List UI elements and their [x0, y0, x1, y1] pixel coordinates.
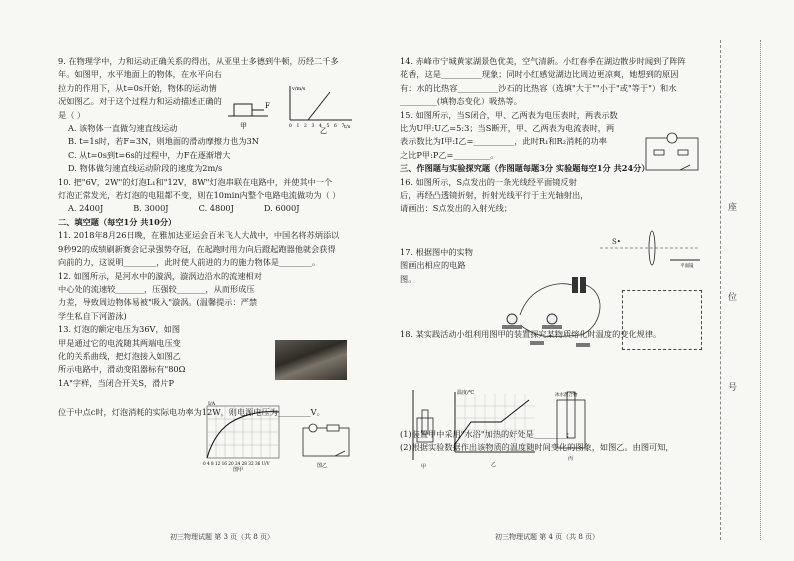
q10-option: C. 4800J	[198, 203, 234, 214]
switch-symbol	[680, 165, 690, 170]
q13-line: 所示电路中，滑动变阻器标有"80Ω	[58, 364, 186, 375]
q15-line: 比为U甲:U乙=5:3；当S断开，甲、乙两表为电流表时，两	[400, 123, 615, 134]
margin-char: 位	[728, 293, 738, 303]
q15-line: 表示数比为I甲:I乙=__________，此时R₁和R₂消耗的功率	[400, 136, 607, 147]
q13-line: 甲是通过它的电流随其两端电压变	[58, 337, 181, 348]
q9-line: 况如图乙。对于这个过程力和运动描述正确的	[58, 96, 222, 107]
q13-line: 1A"字样，当闭合开关S，滑片P	[58, 377, 175, 388]
fig-jia-label: 甲	[421, 464, 427, 470]
ice-water-beaker	[557, 400, 585, 448]
thermometer-tube	[567, 392, 575, 438]
answer-box[interactable]	[622, 290, 702, 350]
q13-circuit-yi	[295, 420, 357, 470]
vt-line	[290, 92, 330, 120]
margin-dashed-line	[720, 40, 721, 540]
resistor-r1	[654, 150, 664, 155]
vt-tick-label: 4	[319, 124, 322, 129]
battery-cell	[580, 277, 586, 293]
q12-line: 学生私自下河游泳)	[58, 310, 127, 321]
q17-line: 图。	[400, 273, 417, 284]
q9-line: 拉力的作用下，从t=0s开始，物体的运动情	[58, 82, 217, 93]
wire	[520, 284, 572, 315]
temp-grid	[455, 394, 535, 452]
q12-line: 力差，导致周边物体易被"吸入"漩涡。(温馨提示：严禁	[58, 297, 258, 308]
vt-ticks	[289, 123, 345, 129]
q16-line: 请画出：S点发出的入射光线；	[400, 203, 513, 214]
lamp-l1	[507, 314, 517, 324]
vt-xlabel: t/s	[344, 124, 351, 130]
q17-real-circuit	[490, 275, 610, 355]
rheostat-symbol	[327, 425, 339, 431]
vt-caption: 乙	[320, 127, 327, 134]
fig-bing-label: 丙	[568, 456, 574, 462]
q10-options	[58, 202, 358, 215]
melting-curve	[455, 400, 529, 444]
q14-line: 有：水的比热容__________沙石的比热容（选填"大于""小于"或"等于"）和水	[400, 82, 677, 93]
mirror-label: 平面镜	[680, 264, 694, 268]
q15-circuit	[640, 128, 704, 180]
q10-option: B. 3000J	[133, 203, 169, 214]
switch-s2	[576, 343, 590, 347]
vt-tick-label: 7	[341, 124, 345, 129]
q14-line: _________(填物态变化）吸热等。	[400, 96, 522, 107]
section-3-heading: 三、作图题与实验探究题（作图题每题3分 实验题每空1分 共24分）	[400, 163, 650, 174]
iu-ticks: 0 4 8 12 16 20 24 28 32 36 U/V	[203, 461, 270, 466]
vt-tick-label: 5	[326, 124, 330, 129]
switch-s1	[530, 341, 544, 345]
q16-figure	[600, 228, 700, 268]
q18-line: 18. 某实践活动小组利用图甲的装置探究某物质熔化时温度的变化规律。	[400, 329, 662, 340]
iu-ylabel: I/A	[208, 401, 216, 407]
section-2-heading: 二、填空题（每空1分 共10分）	[58, 216, 177, 227]
switch-symbol	[335, 451, 345, 456]
fig-yi-label: 乙	[491, 462, 497, 468]
q9-figure	[228, 82, 358, 134]
iu-caption: 图甲	[233, 467, 244, 472]
block-shape	[234, 104, 252, 116]
lamp-base	[542, 325, 562, 329]
fig-jia-label: 甲	[240, 122, 247, 130]
graph-grid	[207, 406, 279, 458]
q9-line: 是（ ）	[58, 109, 86, 120]
q18-sub: (2)根据实验数据作出该物质的温度随时间变化的图象，如图乙。由图可知，	[400, 441, 674, 452]
q16-line: 16. 如图所示，S点发出的一条光线经平面镜反射	[400, 176, 577, 187]
q13-line: 13. 灯泡的额定电压为36V，如图	[58, 324, 181, 335]
vt-tick-label: 1	[296, 124, 300, 129]
beaker	[417, 418, 433, 442]
q15-line: 之比P甲:P乙=_________。	[400, 149, 499, 160]
q18-sub: (1)装置甲中采用"水浴"加热的好处是________;	[400, 428, 570, 439]
q18-figure	[405, 388, 605, 470]
margin-char: 号	[728, 383, 738, 393]
q13-graph-jia	[195, 400, 283, 472]
lamp-base	[502, 325, 522, 329]
vt-tick-label: 0	[289, 124, 292, 129]
q11-line: 11. 2018年8月26日晚，在雅加达亚运会百米飞人大战中，中国名将苏炳添以	[58, 230, 340, 241]
q10-option: A. 2400J	[68, 203, 104, 214]
s-point-label: S•	[612, 238, 621, 246]
temp-ylabel: 温度/℃	[457, 390, 475, 396]
right-footer: 初三物理试题 第 4 页（共 8 页）	[495, 533, 600, 541]
circuit-loop	[303, 428, 349, 456]
q16-line: 后，再经凸透镜折射，折射光线平行于主光轴射出，	[400, 190, 589, 201]
q13-line: 化的关系曲线，把灯泡接入如图乙	[58, 350, 181, 361]
bulb-symbol	[309, 424, 317, 432]
meter-jia	[667, 133, 677, 143]
q9-line: 9. 在物理学中，力和运动正确关系的得出，从亚里士多德到牛顿，历经二千多	[58, 56, 339, 66]
q17-line: 17. 根据图中的实物	[400, 246, 473, 257]
ice-water-tag: 冰水混合物	[555, 393, 578, 398]
q9-option: B. t=1s时，若F=3N，则地面的滑动摩擦力也为3N	[68, 136, 259, 147]
q10-line: 10. 把"6V，2W"的灯泡L₁和"12V，8W"灯泡串联在电路中，并使其中一个	[58, 176, 333, 187]
vt-ylabel: v/m/s	[292, 86, 306, 92]
q9-option: C. 从t=0s到t=6s的过程中，力F在逐渐增大	[68, 149, 231, 160]
force-label: F	[265, 102, 270, 110]
battery-cell	[572, 277, 578, 293]
whirlpool-photo	[275, 340, 347, 380]
q10-option: D. 6000J	[263, 203, 300, 214]
lamp-l2	[547, 314, 557, 324]
binding-line	[760, 40, 761, 540]
q11-line: 9秒92的成绩刷新赛会记录强势夺冠，在起跑时用力向后蹬起跑器他就会获得	[58, 243, 336, 254]
circuit-caption: 图乙	[317, 463, 328, 469]
q15-line: 15. 如图所示，当S闭合，甲、乙两表为电压表时，两表示数	[400, 109, 618, 120]
resistor-r2	[678, 150, 688, 155]
test-tube	[422, 410, 428, 434]
q9-option: A. 该物体一直做匀速直线运动	[68, 123, 178, 134]
q14-line: 花香，这是__________现象；同时小红感觉湖边比周边更凉爽，她想到的原因	[400, 69, 679, 80]
q13-line: 位于中点c时，灯泡消耗的实际电功率为12W，则电源电压为________V。	[58, 407, 325, 418]
vt-tick-label: 3	[311, 124, 315, 129]
vt-tick-label: 2	[304, 124, 307, 129]
margin-char: 座	[728, 203, 738, 213]
q12-line: 中心处的流速较_______，压强较_______，从而形成压	[58, 283, 255, 294]
left-footer: 初三物理试题 第 3 页（共 8 页）	[170, 533, 275, 541]
q11-line: 向前的力，这说明________，此时使人前进的力的施力物体是________。	[58, 257, 321, 268]
q9-option: D. 物体做匀速直线运动阶段的速度为2m/s	[68, 163, 223, 174]
q17-line: 图画出相应的电路	[400, 260, 466, 271]
q10-line: 灯泡正常发光，若灯泡的电阻都不变，则在10min内整个电路电流做功为（ ）	[58, 190, 341, 201]
q12-line: 12. 如图所示，是河水中的漩涡，漩涡边沿水的流速相对	[58, 270, 262, 281]
q9-line: 年。如图甲，水平地面上的物体，在水平向右	[58, 69, 222, 80]
vt-tick-label: 6	[334, 124, 337, 129]
q14-line: 14. 赤峰市宁城黄家湖景色优美，空气清新。小红春季在湖边散步时闻到了阵阵	[400, 56, 686, 66]
